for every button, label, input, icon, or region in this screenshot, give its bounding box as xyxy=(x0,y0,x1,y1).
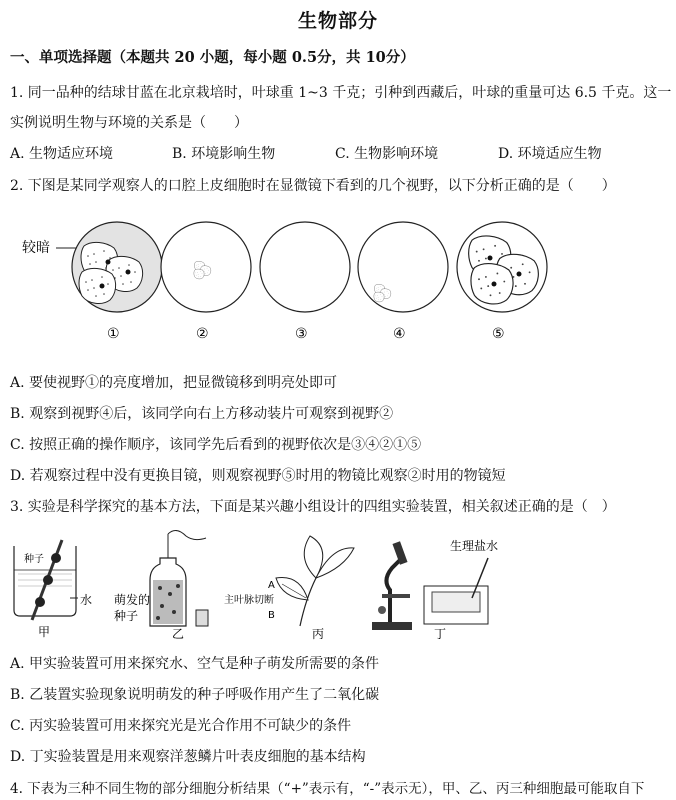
q3-stem: 3. 实验是科学探究的基本方法，下面是某兴趣小组设计的四组实验装置，相关叙述正确的是（ ） xyxy=(10,499,616,515)
q3-option-a: A. 甲实验装置可用来探究水、空气是种子萌发所需要的条件 xyxy=(10,656,380,672)
q4-stem: 4. 下表为三种不同生物的部分细胞分析结果（“+”表示有，“-”表示无），甲、乙、丙三种细胞最可能取自下 xyxy=(10,781,645,797)
page-title: 生物部分 xyxy=(297,10,378,32)
seed-label: 种子 xyxy=(24,554,44,565)
view-4 xyxy=(358,222,448,312)
label-bing: 丙 xyxy=(312,627,325,641)
q2-option-d: D. 若观察过程中没有更换目镜，则观察视野⑤时用的物镜比观察②时用的物镜短 xyxy=(10,468,506,484)
q1-stem-line1: 1. 同一品种的结球甘蓝在北京栽培时，叶球重 1~3 千克；引种到西藏后，叶球的重量可达 6.5 千克。这一 xyxy=(10,85,672,101)
view-3-number: ③ xyxy=(295,326,308,342)
q1-option-d: D. 环境适应生物 xyxy=(498,146,602,162)
q2-stem: 2. 下图是某同学观察人的口腔上皮细胞时在显微镜下看到的几个视野，以下分析正确的是（ ） xyxy=(10,178,616,194)
q1-option-b: B. 环境影响生物 xyxy=(172,146,276,162)
experiment-setups-figure xyxy=(10,528,520,644)
label-jia: 甲 xyxy=(38,625,51,639)
microscope-views-figure xyxy=(10,212,570,347)
sprout-label-2: 种子 xyxy=(114,609,139,623)
q1-option-a: A. 生物适应环境 xyxy=(10,146,114,162)
label-yi: 乙 xyxy=(172,627,185,641)
q2-option-a: A. 要使视野①的亮度增加，把显微镜移到明亮处即可 xyxy=(10,375,338,391)
sprout-label-1: 萌发的 xyxy=(114,593,151,607)
leaf-setup xyxy=(276,536,354,626)
vein-cut-label: 主叶脉切断 xyxy=(224,595,274,606)
label-ding: 丁 xyxy=(434,627,447,641)
q2-option-c: C. 按照正确的操作顺序，该同学先后看到的视野依次是③④②①⑤ xyxy=(10,437,422,453)
view-5-number: ⑤ xyxy=(492,326,505,342)
bottle-setup xyxy=(150,530,208,626)
point-b-label: B xyxy=(268,610,275,621)
q1-option-c: C. 生物影响环境 xyxy=(335,146,439,162)
view-4-number: ④ xyxy=(393,326,406,342)
view-3 xyxy=(260,222,350,312)
dark-label: 较暗 xyxy=(22,240,50,256)
beaker-setup xyxy=(14,540,78,620)
section-heading: 一、单项选择题（本题共 20 小题，每小题 0.5分，共 10分） xyxy=(10,49,415,66)
microscope-setup xyxy=(372,541,488,630)
view-2-number: ② xyxy=(196,326,209,342)
q3-option-c: C. 丙实验装置可用来探究光是光合作用不可缺少的条件 xyxy=(10,718,352,734)
point-a-label: A xyxy=(268,580,275,591)
water-label: 水 xyxy=(80,593,93,607)
q3-option-b: B. 乙装置实验现象说明萌发的种子呼吸作用产生了二氧化碳 xyxy=(10,687,380,703)
view-1-number: ① xyxy=(107,326,120,342)
saline-label: 生理盐水 xyxy=(450,539,499,553)
q2-option-b: B. 观察到视野④后，该同学向右上方移动装片可观察到视野② xyxy=(10,406,394,422)
q3-option-d: D. 丁实验装置是用来观察洋葱鳞片叶表皮细胞的基本结构 xyxy=(10,749,366,765)
q1-stem-line2: 实例说明生物与环境的关系是（ ） xyxy=(10,115,248,131)
